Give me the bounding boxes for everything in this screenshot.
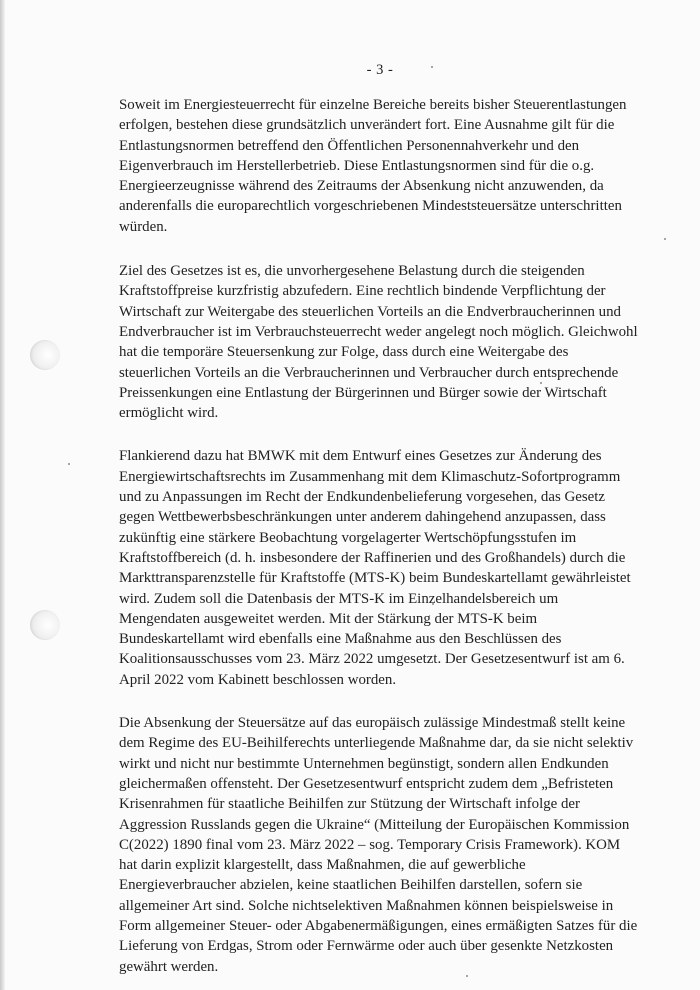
page-number: - 3 - (366, 62, 394, 78)
punch-hole-top (30, 340, 60, 370)
paragraph-law-objective: Ziel des Gesetzes ist es, die unvorhergesehene Belastung durch die steigenden Kraftstoffpreise kurzfristig abzufedern. Eine rechtlich bindende Verpflichtung der Wirtschaft zur Weitergabe des steuerlichen Vorteils an die Endverbraucherinnen und Endverbraucher ist im Verbrauchsteuerrecht weder angelegt noch möglich. Gleichwohl hat die temporäre Steuersenkung zur Folge, dass durch eine Weitergabe des steuerlichen Vorteils an die Verbraucherinnen und Verbraucher durch entsprechende Preissenkungen eine Entlastung der Bürgerinnen und Bürger sowie der Wirtschaft ermöglicht wird. (119, 263, 638, 422)
paragraph-tax-relief: Soweit im Energiesteuerrecht für einzelne Bereiche bereits bisher Steuerentlastungen erfolgen, bestehen diese grundsätzlich unverändert fort. Eine Ausnahme gilt für die Entlastungsnormen betreffend den Öffentlichen Personennahverkehr und den Eigenverbrauch im Herstellerbetrieb. Diese Entlastungsnormen sind für die o.g. Energieerzeugnisse während des Zeitraums der Absenkung nicht anzuwenden, da anderenfalls die europarechtlich vorgeschriebenen Mindeststeuersätze unterschritten würden. (119, 97, 627, 235)
paragraph-bmwk-mts-k: Flankierend dazu hat BMWK mit dem Entwurf eines Gesetzes zur Änderung des Energiewirtschaftsrechts im Zusammenhang mit dem Klimaschutz-Sofortprogramm und zu Anpassungen im Recht der Endkundenbelieferung vorgesehen, das Gesetz gegen Wettbewerbsbeschränkungen unter anderem dahingehend anzupassen, dass zukünftig eine stärkere Beobachtung vorgelagerter Wertschöpfungsstufen im Kraftstoffbereich (d. h. insbesondere der Raffinerien und des Großhandels) durch die Markttransparenzstelle für Kraftstoffe (MTS-K) beim Bundeskartellamt gewährleistet wird. Zudem soll die Datenbasis der MTS-K im Einzelhandelsbereich um Mengendaten ausgeweitet werden. Mit der Stärkung der MTS-K beim Bundeskartellamt wird ebenfalls eine Maßnahme aus den Beschlüssen des Koalitionsausschusses vom 23. März 2022 umgesetzt. Der Gesetzesentwurf ist am 6. April 2022 vom Kabinett beschlossen worden. (119, 448, 631, 688)
punch-hole-bottom (30, 610, 60, 640)
paragraph-eu-state-aid: Die Absenkung der Steuersätze auf das europäisch zulässige Mindestmaß stellt keine dem Regime des EU-Beihilferechts unterliegende Maßnahme dar, da sie nicht selektiv wirkt und nicht nur bestimmte Unternehmen begünstigt, sondern allen Endkunden gleichermaßen offensteht. Der Gesetzesentwurf entspricht zudem dem „Befristeten Krisenrahmen für staatliche Beihilfen zur Stützung der Wirtschaft infolge der Aggression Russlands gegen die Ukraine“ (Mitteilung der Europäischen Kommission C(2022) 1890 final vom 23. März 2022 – sog. Temporary Crisis Framework). KOM hat darin explizit klargestellt, dass Maßnahmen, die auf gewerbliche Energieverbraucher abzielen, keine staatlichen Beihilfen darstellen, sofern sie allgemeiner Art sind. Solche nichtselektiven Maßnahmen können beispielsweise in Form allgemeiner Steuer- oder Abgabenermäßigungen, eines ermäßigten Satzes für die Lieferung von Erdgas, Strom oder Fernwärme oder auch über gesenkte Netzkosten gewährt werden. (119, 715, 638, 975)
scan-left-edge (0, 0, 5, 990)
scan-speck (68, 463, 70, 465)
document-body (119, 95, 639, 977)
scan-speck (664, 238, 666, 240)
